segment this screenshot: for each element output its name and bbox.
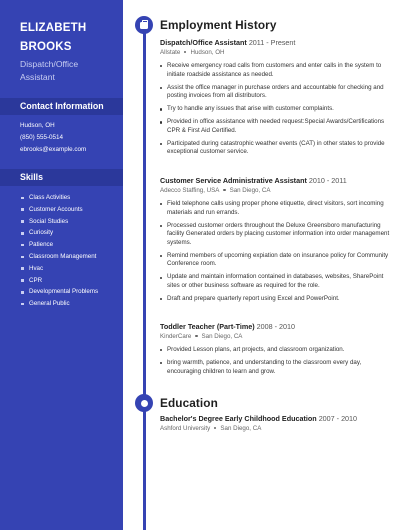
job-bullet: bring warmth, patience, and understanding to the classroom every day, encouraging children to learn and grow. [160,359,396,376]
job-bullet: Remind members of upcoming expiation date on insurance policy for Community Conference room. [160,252,396,269]
contact-email[interactable]: ebrooks@example.com [20,146,87,153]
skill-item: Developmental Problems [20,286,120,298]
job-bullet: Field telephone calls using proper phone etiquette, direct visitors, sort incoming materials and run errands. [160,200,396,217]
briefcase-icon [135,16,153,34]
job-location: San Diego, CA [229,187,271,194]
job-title: Customer Service Administrative Assistant [160,176,307,185]
skill-item: Hvac [20,263,120,275]
job-title-line [160,322,396,332]
role-line-1: Dispatch/Office [20,59,79,69]
contact-city: Hudson, OH [20,122,55,129]
job-bullet: Processed customer orders throughout the Deluxe Greensboro manufacturing facility Generated orders by placing customer information into order management systems. [160,222,396,248]
job-bullet: Receive emergency road calls from customers and enter calls in the system to initiate roadside assistance as needed. [160,62,396,79]
school-name: Ashford University [160,425,211,432]
job-bullets [160,62,396,157]
job-bullet: Try to handle any issues that arise with customer complaints. [160,105,396,114]
name-last: BROOKS [20,41,72,53]
job-bullet: Update and maintain information contained in databases, websites, SharePoint sites or other business software as required for the role. [160,273,396,290]
skill-item: Patience [20,239,120,251]
job-dates: 2011 - Present [248,38,296,47]
skill-item: CPR [20,275,120,287]
separator-dot [223,189,225,191]
skill-item: General Public [20,298,120,310]
job-bullet: Provided in office assistance with needed request:Special Awards/Certifications CPR & First Aid Certified. [160,118,396,135]
job-bullet: Provided Lesson plans, art projects, and classroom organization. [160,346,396,355]
job-title-line [160,38,396,48]
skills-heading: Skills [0,169,123,186]
separator-dot [195,335,197,337]
job-company: KinderCare [160,333,192,340]
job-meta [160,48,396,57]
education-meta [160,424,396,433]
job-bullets [160,200,396,304]
job-bullets [160,346,396,376]
skill-item: Class Activities [20,192,120,204]
job-company: Allstate [160,49,181,56]
skill-item: Customer Accounts [20,204,120,216]
degree-line [160,414,396,424]
skill-item: Social Studies [20,216,120,228]
job-bullet: Assist the office manager in purchase orders and accountable for checking and posting invoices from all distributors. [160,84,396,101]
contact-phone: (850) 555-0514 [20,134,64,141]
education-heading: Education [160,396,218,410]
role-line-2: Assistant [20,71,55,82]
job-bullet: Draft and prepare quarterly report using Excel and PowerPoint. [160,295,396,304]
job-title: Toddler Teacher (Part-Time) [160,322,255,331]
employment-heading: Employment History [160,18,277,32]
separator-dot [184,51,186,53]
job-bullet: Participated during catastrophic weather events (CAT) in other states to provide exceptional customer service. [160,140,396,157]
job-title: Dispatch/Office Assistant [160,38,247,47]
contact-heading: Contact Information [0,98,123,115]
separator-dot [214,427,216,429]
job-meta [160,332,396,341]
skills-list [20,192,120,310]
job-dates: 2010 - 2011 [308,176,347,185]
name-first: ELIZABETH [20,22,87,34]
degree-title: Bachelor's Degree Early Childhood Education [160,414,317,423]
candidate-name [20,19,120,57]
job-meta [160,186,396,195]
skill-item: Classroom Management [20,251,120,263]
graduation-dot-icon [135,394,153,412]
candidate-role [20,58,120,83]
skill-item: Curiosity [20,227,120,239]
timeline-line [143,25,146,530]
job-company: Adecco Staffing, USA [160,187,220,194]
degree-dates: 2007 - 2010 [318,414,358,423]
job-title-line [160,176,396,186]
education-entry [160,414,396,438]
job-location: San Diego, CA [201,333,243,340]
job-entry [160,176,396,308]
job-location: Hudson, OH [190,49,225,56]
school-location: San Diego, CA [220,425,262,432]
job-dates: 2008 - 2010 [256,322,296,331]
job-entry [160,38,396,161]
sidebar [0,0,123,530]
job-entry [160,322,396,381]
